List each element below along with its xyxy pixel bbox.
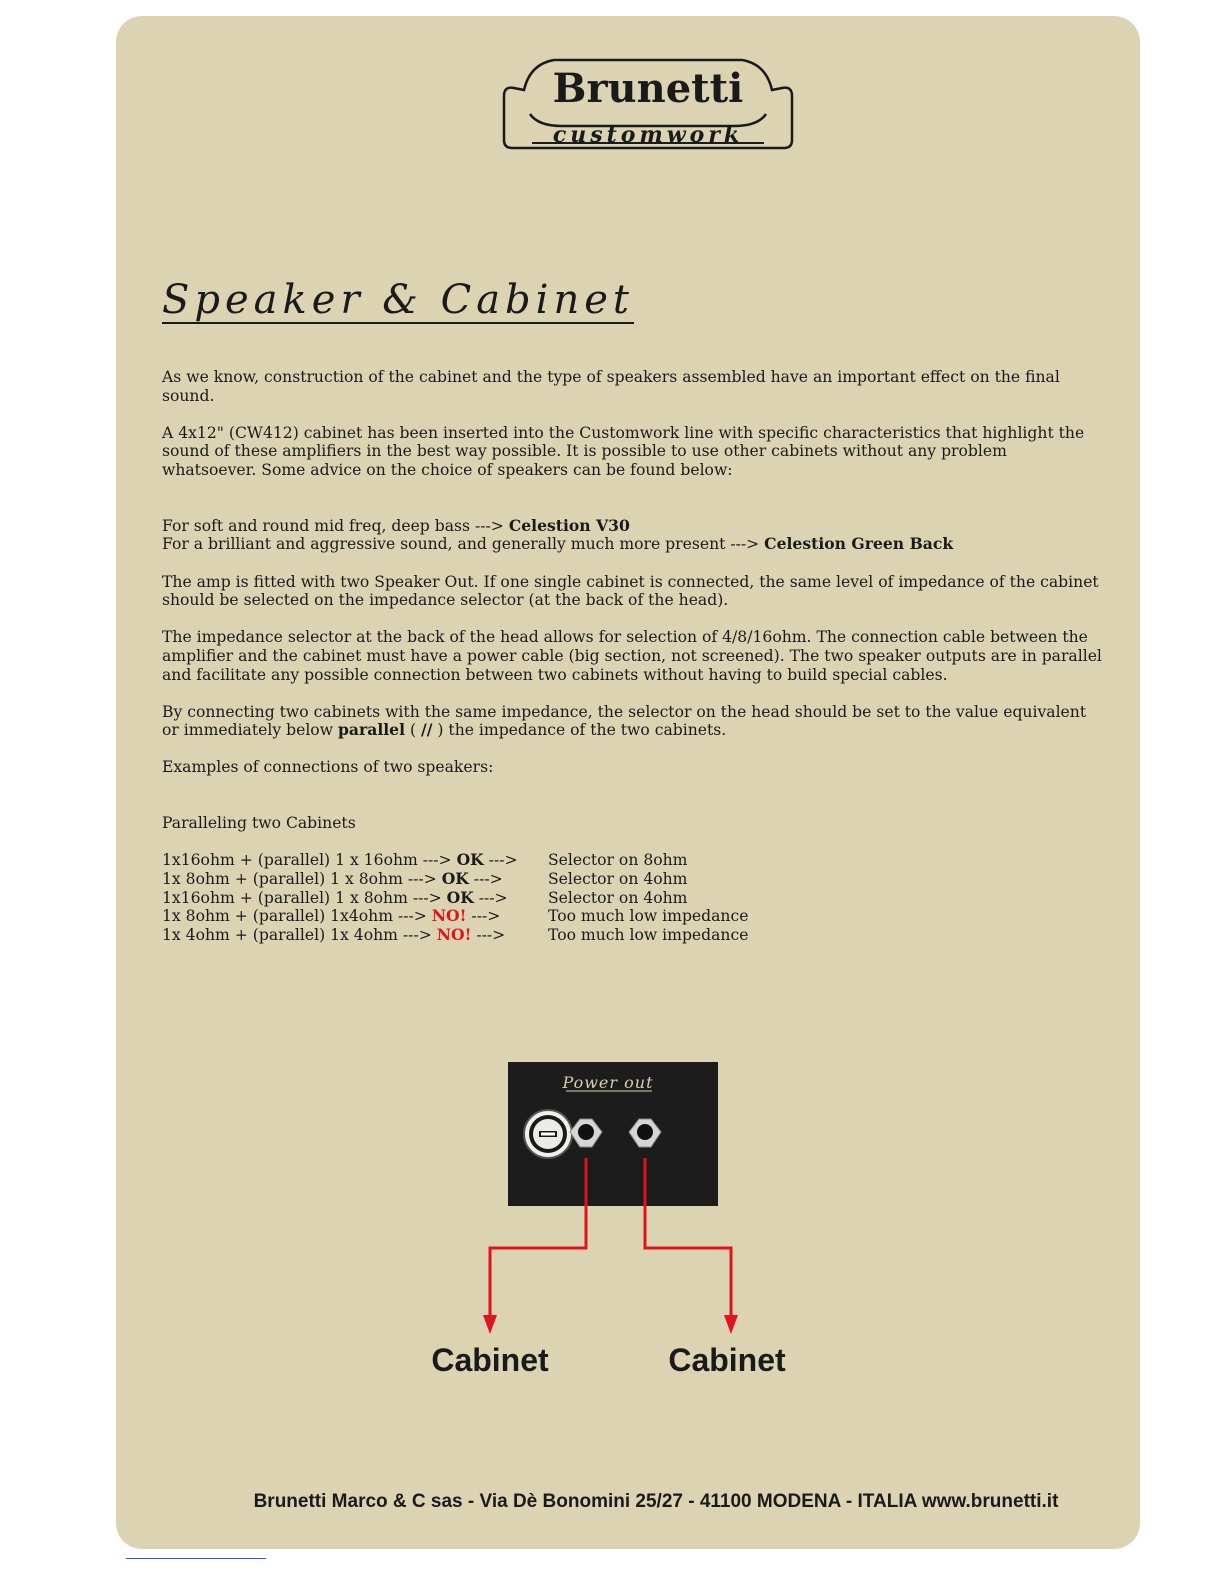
example-combo: 1x 8ohm + (parallel) 1 x 8ohm ---> bbox=[162, 870, 442, 889]
example-row bbox=[162, 851, 748, 870]
power-out-diagram bbox=[431, 1060, 848, 1380]
example-verdict: OK bbox=[441, 869, 469, 889]
example-verdict: OK bbox=[456, 850, 484, 870]
power-out-label: Power out bbox=[562, 1073, 654, 1092]
example-row bbox=[162, 926, 748, 945]
examples-title: Paralleling two Cabinets bbox=[162, 814, 356, 833]
parallel-paragraph: By connecting two cabinets with the same impedance, the selector on the head should be set to the value equivalent or immediately below parallel ( // ) the impedance of the two cabinets. bbox=[162, 702, 1087, 740]
examples-table bbox=[162, 851, 748, 944]
example-result: Too much low impedance bbox=[548, 925, 749, 944]
logo-tagline: customwork bbox=[552, 122, 744, 148]
example-arrow: ---> bbox=[471, 925, 506, 944]
advice-line-2: For a brilliant and aggressive sound, and generally much more present ---> Celestion Green Back bbox=[162, 534, 954, 554]
example-verdict: NO! bbox=[436, 924, 472, 944]
impedance-selector-knob-icon bbox=[524, 1110, 572, 1158]
example-combo: 1x 4ohm + (parallel) 1x 4ohm ---> bbox=[162, 925, 437, 944]
cabinet-label-left: Cabinet bbox=[431, 1342, 549, 1378]
intro-paragraph-1: As we know, construction of the cabinet and the type of speakers assembled have an important effect on the final sound. bbox=[162, 368, 1060, 405]
example-result: Selector on 4ohm bbox=[548, 888, 688, 907]
example-arrow: ---> bbox=[466, 907, 501, 926]
page-title: Speaker & Cabinet bbox=[162, 277, 634, 323]
example-combo: 1x 8ohm + (parallel) 1x4ohm ---> bbox=[162, 907, 432, 926]
example-result: Too much low impedance bbox=[548, 907, 749, 926]
example-row bbox=[162, 870, 748, 889]
brunetti-logo bbox=[502, 56, 794, 150]
example-row bbox=[162, 907, 748, 926]
footer-address: Brunetti Marco & C sas - Via Dè Bonomini 25/27 - 41100 MODENA - ITALIA www.brunetti.it bbox=[253, 1491, 1059, 1512]
example-result: Selector on 4ohm bbox=[548, 870, 688, 889]
logo-brand: Brunetti bbox=[552, 65, 744, 112]
intro-paragraph-2: A 4x12" (CW412) cabinet has been inserted into the Customwork line with specific characteristics that highlight the sound of these amplifiers in the best way possible. It is possible to use other cabinets without any problem whatsoever. Some advice on the choice of speakers can be found below: bbox=[162, 423, 1085, 479]
example-verdict: NO! bbox=[431, 906, 467, 926]
example-result: Selector on 8ohm bbox=[548, 851, 688, 870]
advice-line-1: For soft and round mid freq, deep bass ---> Celestion V30 bbox=[162, 515, 630, 535]
example-arrow: ---> bbox=[468, 870, 503, 889]
example-combo: 1x16ohm + (parallel) 1 x 16ohm ---> bbox=[162, 851, 457, 870]
example-row bbox=[162, 889, 748, 908]
example-combo: 1x16ohm + (parallel) 1 x 8ohm ---> bbox=[162, 888, 447, 907]
document-page bbox=[116, 16, 1140, 1549]
cabinet-label-right: Cabinet bbox=[668, 1342, 786, 1378]
speaker-out-paragraph: The amp is fitted with two Speaker Out. If one single cabinet is connected, the same level of impedance of the cabinet should be selected on the impedance selector (at the back of the head). bbox=[162, 572, 1099, 610]
example-arrow: ---> bbox=[473, 888, 508, 907]
example-arrow: ---> bbox=[483, 851, 518, 870]
body-text bbox=[162, 368, 1102, 944]
impedance-selector-paragraph: The impedance selector at the back of the head allows for selection of 4/8/16ohm. The connection cable between the amplifier and the cabinet must have a power cable (big section, not screened). The two speaker outputs are in parallel and facilitate any possible connection between two cabinets without having to build special cables. bbox=[162, 628, 1102, 684]
example-verdict: OK bbox=[446, 887, 474, 907]
page-edge-line bbox=[126, 1558, 266, 1559]
examples-intro: Examples of connections of two speakers: bbox=[162, 758, 494, 777]
